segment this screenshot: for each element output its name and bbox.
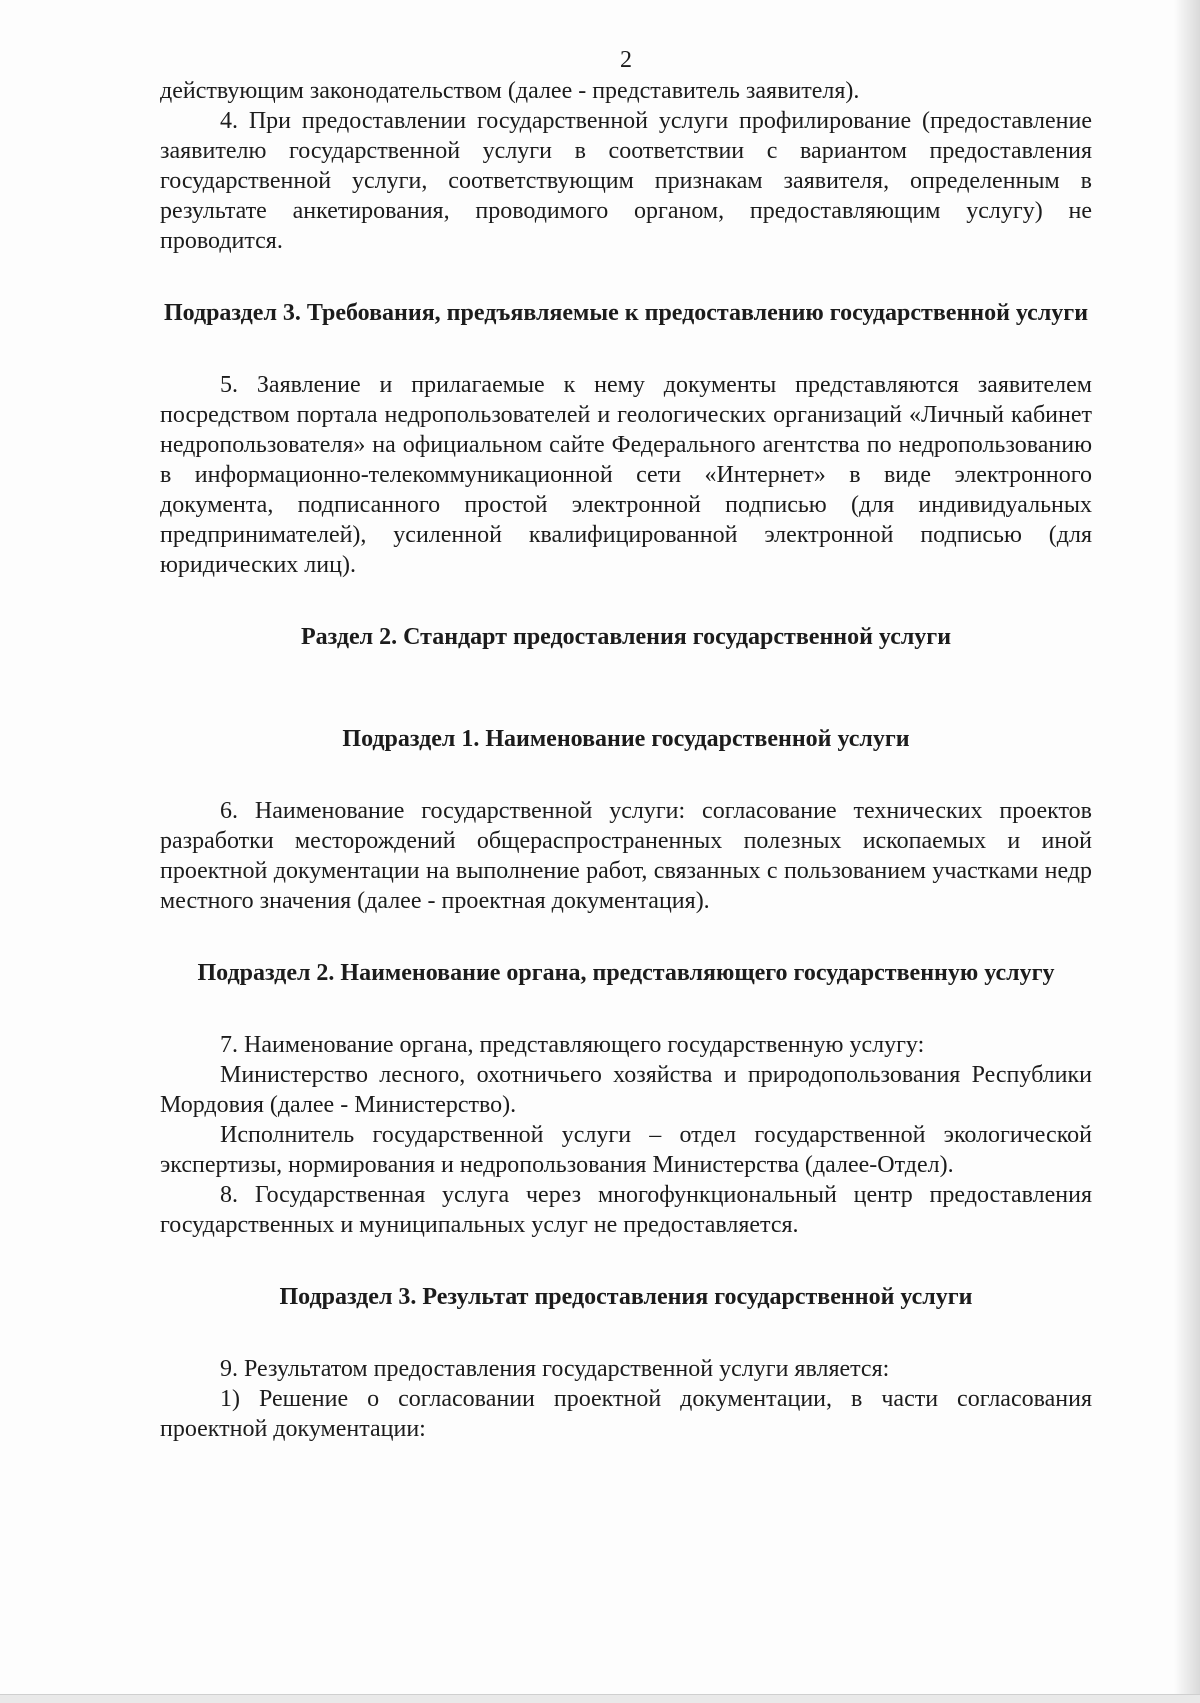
paragraph-continuation: действующим законодательством (далее - представитель заявителя).	[160, 78, 860, 104]
scan-shadow-right	[1174, 0, 1200, 1703]
paragraph-6: 6. Наименование государственной услуги: согласование технических проектов разработки месторождений общераспространенных полезных ископаемых и иной проектной документации на выполнение работ, связанных с пользованием участками недр местного значения (далее - проектная документация).	[160, 798, 1092, 914]
paragraph-7: 7. Наименование органа, представляющего государственную услугу:	[220, 1032, 925, 1058]
scan-edge-bottom	[0, 1694, 1200, 1703]
heading-section-2-standard: Раздел 2. Стандарт предоставления государственной услуги	[300, 624, 952, 650]
heading-subsection-2-authority: Подраздел 2. Наименование органа, представляющего государственную услугу	[197, 960, 1055, 986]
heading-subsection-3-result: Подраздел 3. Результат предоставления государственной услуги	[279, 1284, 973, 1310]
document-body	[160, 44, 1092, 1444]
heading-subsection-1-name: Подраздел 1. Наименование государственной услуги	[342, 726, 910, 752]
page-number: 2	[620, 47, 632, 73]
paragraph-4: 4. При предоставлении государственной услуги профилирование (предоставление заявителю государственной услуги в соответствии с вариантом предоставления государственной услуги, соответствующим признакам заявителя, определенным в результате анкетирования, проводимого органом, предоставляющим услугу) не проводится.	[160, 108, 1092, 254]
paragraph-executor: Исполнитель государственной услуги – отдел государственной экологической экспертизы, нормирования и недропользования Министерства (далее-Отдел).	[160, 1122, 1092, 1178]
paragraph-8: 8. Государственная услуга через многофункциональный центр предоставления государственных и муниципальных услуг не предоставляется.	[160, 1182, 1092, 1238]
paragraph-ministry: Министерство лесного, охотничьего хозяйства и природопользования Республики Мордовия (далее - Министерство).	[160, 1062, 1092, 1118]
heading-subsection-3-requirements: Подраздел 3. Требования, предъявляемые к предоставлению государственной услуги	[163, 300, 1089, 326]
paragraph-9-item-1: 1) Решение о согласовании проектной документации, в части согласования проектной документации:	[160, 1386, 1092, 1442]
paragraph-5: 5. Заявление и прилагаемые к нему документы представляются заявителем посредством портала недропользователей и геологических организаций «Личный кабинет недропользователя» на официальном сайте Федерального агентства по недропользованию в информационно-телекоммуникационной сети «Интернет» в виде электронного документа, подписанного простой электронной подписью (для индивидуальных предпринимателей), усиленной квалифицированной электронной подписью (для юридических лиц).	[160, 372, 1092, 578]
paragraph-9: 9. Результатом предоставления государственной услуги является:	[220, 1356, 890, 1382]
